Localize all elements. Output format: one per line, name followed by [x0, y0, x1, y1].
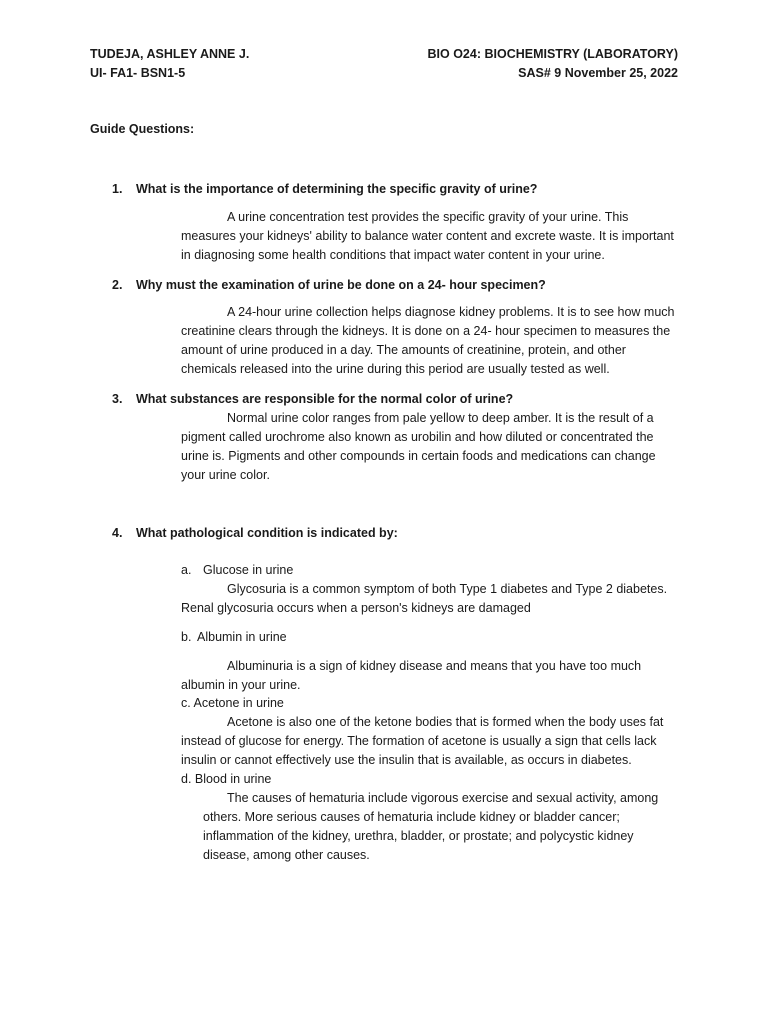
question-number: 1. [112, 182, 123, 196]
sub-item-text: Glucose in urine [203, 563, 294, 577]
sub-item-b-answer: Albuminuria is a sign of kidney disease and means that you have too much albumin in your urine. [181, 659, 642, 692]
student-name: TUDEJA, ASHLEY ANNE J. [90, 47, 250, 61]
question-number: 3. [112, 392, 123, 406]
question-2 [112, 276, 546, 294]
sub-item-label: a. [181, 563, 192, 577]
sub-item-label: c. [181, 696, 191, 710]
sub-item-a-title [181, 561, 293, 580]
question-number: 2. [112, 278, 123, 292]
student-section: UI- FA1- BSN1-5 [90, 66, 186, 80]
answer-1: A urine concentration test provides the specific gravity of your urine. This measures your kidneys' ability to balance water content and excrete waste. It is important in diagnosing some health conditions that impact water content in your urine. [181, 210, 674, 262]
question-text: Why must the examination of urine be done on a 24- hour specimen? [136, 278, 546, 292]
course-info [428, 45, 678, 83]
question-text: What substances are responsible for the normal color of urine? [136, 392, 514, 406]
question-3 [112, 390, 513, 408]
sub-item-c-answer: Acetone is also one of the ketone bodies that is formed when the body uses fat instead of glucose for energy. The formation of acetone is usually a sign that cells lack insulin or cannot effectively use the insulin that is available, as occurs in diabetes. [181, 715, 664, 767]
page-title: Guide Questions: [90, 122, 195, 136]
student-info [90, 45, 249, 83]
sub-item-text: Albumin in urine [197, 630, 287, 644]
course-title: BIO O24: BIOCHEMISTRY (LABORATORY) [427, 47, 678, 61]
sub-item-a-answer: Glycosuria is a common symptom of both Type 1 diabetes and Type 2 diabetes. Renal glycosuria occurs when a person's kidneys are damaged [181, 582, 668, 615]
sub-item-text: Blood in urine [194, 772, 272, 786]
sub-item-label: d. [181, 772, 192, 786]
sub-item-c-title [181, 694, 284, 713]
question-text: What is the importance of determining the specific gravity of urine? [136, 182, 538, 196]
sub-item-label: b. [181, 630, 192, 644]
question-number: 4. [112, 526, 123, 540]
sub-item-text: Acetone in urine [193, 696, 284, 710]
question-4 [112, 524, 398, 542]
question-text: What pathological condition is indicated by: [136, 526, 398, 540]
sas-date: SAS# 9 November 25, 2022 [518, 66, 678, 80]
sub-item-d-answer: The causes of hematuria include vigorous exercise and sexual activity, among others. More serious causes of hematuria include kidney or bladder cancer; inflammation of the kidney, urethra, bladder, or prostate; and polycystic kidney disease, among other causes. [203, 791, 659, 862]
sub-item-b-title [181, 628, 287, 647]
answer-3: Normal urine color ranges from pale yellow to deep amber. It is the result of a pigment called urochrome also known as urobilin and how diluted or concentrated the urine is. Pigments and other compounds in certain foods and medications can change your urine color. [181, 411, 656, 482]
sub-item-d-title [181, 770, 271, 789]
question-1 [112, 180, 537, 198]
answer-2: A 24-hour urine collection helps diagnose kidney problems. It is to see how much creatinine clears through the kidneys. It is done on a 24- hour specimen to measures the amount of urine produced in a day. The amounts of creatinine, protein, and other chemicals released into the urine during this period are usually tested as well. [181, 305, 675, 376]
